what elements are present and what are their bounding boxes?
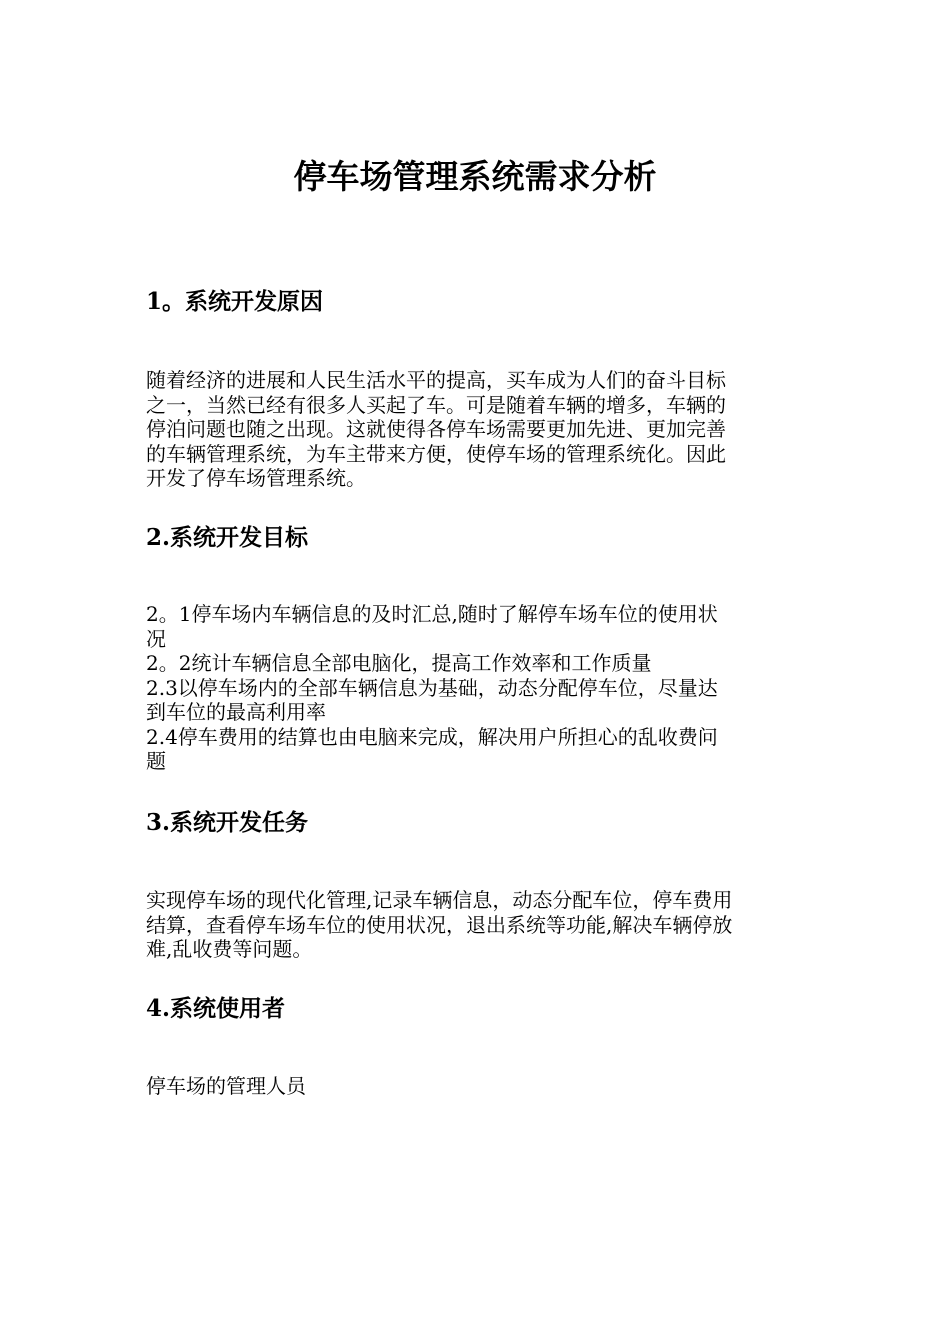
body-line: 2.3以停车场内的全部车辆信息为基础，动态分配停车位，尽量达 (146, 675, 718, 700)
section-body-tasks (146, 888, 816, 962)
body-line: 停车场的管理人员 (146, 1074, 306, 1098)
body-line: 况 (146, 626, 166, 651)
body-line: 之一，当然已经有很多人买起了车。可是随着车辆的增多，车辆的 (146, 392, 726, 417)
section-heading-users: 4.系统使用者 (146, 995, 286, 1022)
body-line: 随着经济的进展和人民生活水平的提高，买车成为人们的奋斗目标 (146, 368, 726, 392)
section-body-users (146, 1074, 816, 1099)
body-line: 2.4停车费用的结算也由电脑来完成，解决用户所担心的乱收费问 (146, 724, 718, 749)
body-line: 实现停车场的现代化管理,记录车辆信息，动态分配车位，停车费用 (146, 888, 733, 912)
body-line: 到车位的最高利用率 (146, 700, 326, 724)
section-heading-tasks: 3.系统开发任务 (146, 809, 309, 836)
body-line: 题 (146, 749, 166, 773)
body-line: 的车辆管理系统，为车主带来方便，使停车场的管理系统化。因此 (146, 441, 726, 466)
body-line: 结算，查看停车场车位的使用状况，退出系统等功能,解决车辆停放 (146, 912, 733, 937)
body-line: 2。1停车场内车辆信息的及时汇总,随时了解停车场车位的使用状 (146, 602, 718, 626)
body-line: 难,乱收费等问题。 (146, 937, 313, 961)
section-body-reason (146, 368, 816, 491)
section-heading-goals: 2.系统开发目标 (146, 524, 309, 551)
body-line: 开发了停车场管理系统。 (146, 466, 366, 490)
document-title: 停车场管理系统需求分析 (293, 157, 657, 196)
body-line: 2。2统计车辆信息全部电脑化，提高工作效率和工作质量 (146, 651, 652, 675)
section-body-goals (146, 602, 816, 774)
body-line: 停泊问题也随之出现。这就使得各停车场需要更加先进、更加完善 (146, 417, 726, 441)
section-heading-reason: 1。系统开发原因 (146, 288, 324, 315)
